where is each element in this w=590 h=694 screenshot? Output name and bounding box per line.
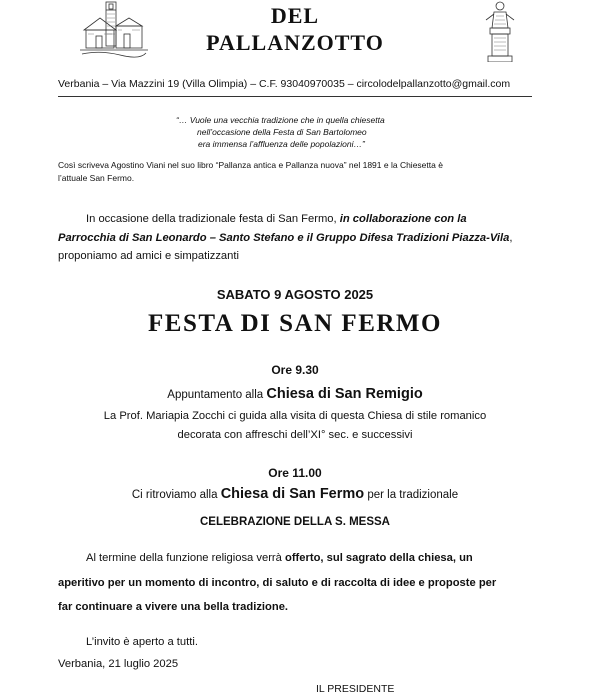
- schedule-time-2: Ore 11.00: [268, 466, 322, 480]
- schedule-appointment-1: [0, 386, 590, 402]
- quote-line-2: nell’occasione della Festa di San Bartolomeo: [197, 127, 367, 137]
- schedule-appointment-2: [0, 486, 590, 502]
- header-address: Verbania – Via Mazzini 19 (Villa Olimpia) – C.F. 93040970035 – circolodelpallanzotto@gmail.com: [58, 78, 511, 90]
- schedule-place-1: Chiesa di San Remigio: [266, 386, 423, 402]
- closing-line-3: far continuare a vivere una bella tradizione.: [58, 601, 289, 613]
- closing-line-1-plain: Al termine della funzione religiosa verrà: [86, 552, 285, 564]
- intro-line-2-comma: ,: [509, 232, 513, 244]
- schedule-mass: CELEBRAZIONE DELLA S. MESSA: [200, 516, 390, 528]
- place-date: Verbania, 21 luglio 2025: [58, 658, 179, 670]
- intro-line-1-bold: in collaborazione con la: [339, 213, 467, 225]
- schedule-detail-1a: La Prof. Mariapia Zocchi ci guida alla visita di questa Chiesa di stile romanico: [103, 410, 487, 422]
- schedule-time-1: Ore 9.30: [271, 363, 319, 377]
- schedule-lead-2: Ci ritroviamo alla: [131, 489, 221, 501]
- event-title: FESTA DI SAN FERMO: [148, 310, 442, 337]
- closing-line-2: aperitivo per un momento di incontro, di saluto e di raccolta di idee e proposte per: [58, 577, 497, 589]
- schedule-detail-1b: decorata con affreschi dell’XI° sec. e successivi: [177, 429, 413, 441]
- quote-line-1: “… Vuole una vecchia tradizione che in quella chiesetta: [176, 115, 385, 125]
- intro-line-1-plain: In occasione della tradizionale festa di San Fermo,: [86, 213, 340, 225]
- intro-line-2: [58, 232, 512, 244]
- intro-line-1: [86, 213, 467, 225]
- quote-source-line-1: Così scriveva Agostino Viani nel suo libro “Pallanza antica e Pallanza nuova” nel 1891 e la Chiesetta è: [58, 160, 443, 170]
- quote-source-line-2: l’attuale San Fermo.: [58, 173, 135, 183]
- schedule-trail-2: per la tradizionale: [364, 489, 459, 501]
- schedule-lead-1: Appuntamento alla: [167, 389, 267, 401]
- intro-line-2-bold: Parrocchia di San Leonardo – Santo Stefano e il Gruppo Difesa Tradizioni Piazza-Vila: [58, 232, 510, 244]
- closing-line-1-bold: offerto, sul sagrato della chiesa, un: [285, 552, 473, 564]
- quote-line-3: era immensa l’affluenza delle popolazioni…”: [198, 139, 365, 149]
- logo-line-pallanzotto: PALLANZOTTO: [206, 30, 384, 55]
- logo-line-del: DEL: [270, 3, 320, 28]
- signature-title: IL PRESIDENTE: [316, 683, 395, 694]
- invite-text: L’invito è aperto a tutti.: [86, 636, 198, 648]
- closing-line-1: [86, 552, 473, 564]
- schedule-place-2: Chiesa di San Fermo: [220, 486, 365, 502]
- intro-line-3: proponiamo ad amici e simpatizzanti: [58, 250, 239, 262]
- header-divider: [58, 96, 532, 97]
- event-date: SABATO 9 AGOSTO 2025: [216, 287, 374, 302]
